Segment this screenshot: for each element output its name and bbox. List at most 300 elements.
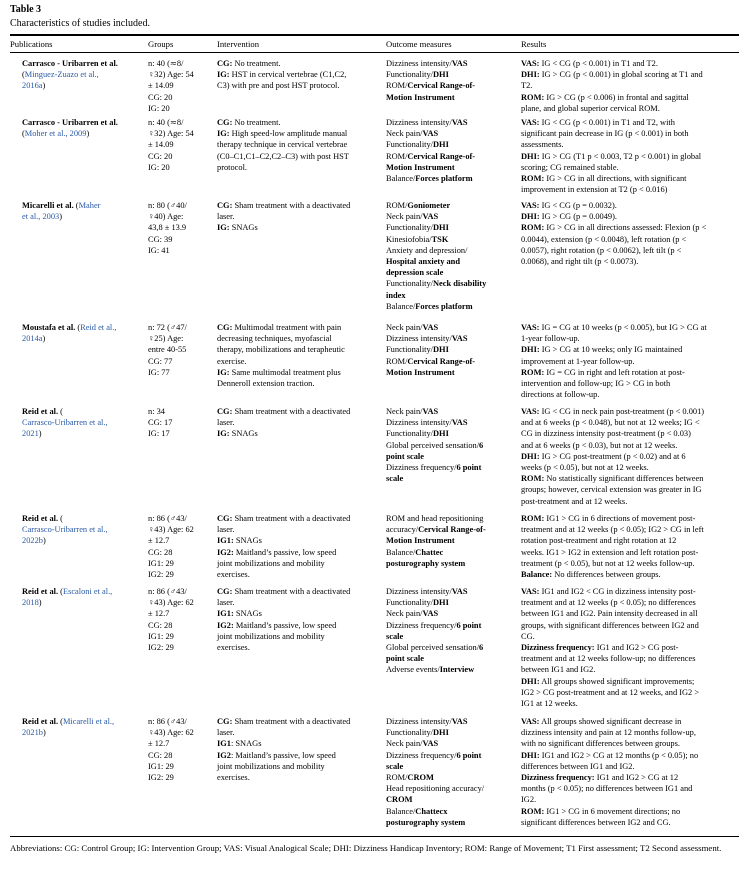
bold-text: Cervical Range-of- bbox=[407, 151, 476, 161]
bold-text: point scale bbox=[386, 654, 424, 664]
bold-text: DHI: bbox=[521, 70, 540, 80]
text-run: IG > CG in all directions assessed: Flexion (p < bbox=[544, 223, 707, 233]
cell-line bbox=[521, 535, 739, 546]
text-run: ROM/ bbox=[386, 772, 408, 782]
text-run: All groups showed significant improvements; bbox=[539, 676, 695, 686]
cell-line bbox=[22, 80, 140, 91]
cell-line: IG1: 29 bbox=[148, 761, 174, 771]
bold-text: Cervical Range-of- bbox=[407, 81, 476, 91]
cell-line bbox=[217, 151, 377, 162]
cell-line: ± 12.7 bbox=[148, 739, 170, 749]
text-run: IG > CG in all directions, with significant bbox=[544, 173, 687, 183]
reference-link[interactable]: Carrasco-Uribarren et al., bbox=[22, 418, 108, 428]
reference-link[interactable]: Micarelli et al., bbox=[62, 717, 115, 726]
cell-line: CG: 28 bbox=[148, 547, 173, 557]
cell-line bbox=[386, 69, 514, 80]
cell-line bbox=[22, 322, 140, 333]
cell-line: ± 14.09 bbox=[148, 81, 174, 91]
cell-line bbox=[521, 750, 739, 761]
bold-text: VAS: bbox=[521, 587, 540, 596]
cell-line bbox=[386, 290, 514, 301]
text-run: ) bbox=[59, 212, 63, 222]
cell-line bbox=[521, 344, 739, 355]
bold-text: 6 point bbox=[456, 750, 482, 760]
text-run: IG > CG post-treatment (p < 0.02) and at 6 bbox=[539, 451, 686, 461]
cell-line: ♀25) Age: bbox=[148, 334, 184, 344]
reference-link[interactable]: Reid et al., bbox=[80, 323, 117, 332]
bold-text: IG2: bbox=[217, 620, 234, 630]
cell-line bbox=[386, 783, 514, 794]
cell-line bbox=[386, 117, 514, 128]
cell-line bbox=[521, 698, 739, 709]
cell-line bbox=[217, 200, 377, 211]
bold-text: DHI: bbox=[521, 676, 540, 686]
cell-line bbox=[22, 428, 140, 439]
cell-line bbox=[386, 653, 514, 664]
cell-line bbox=[521, 597, 739, 608]
cell-line: n: 72 (♂47/ bbox=[148, 323, 187, 332]
text-run: Multimodal treatment with pain bbox=[232, 323, 342, 332]
bold-text: Dizziness frequency: bbox=[521, 772, 595, 782]
results-cell bbox=[521, 716, 739, 828]
cell-line bbox=[521, 139, 739, 150]
text-run: IG1 and IG2 < CG in dizziness intensity post- bbox=[539, 587, 696, 596]
text-run: Sham treatment with a deactivated bbox=[232, 514, 351, 523]
text-run: differences between IG1 and IG2. bbox=[521, 761, 635, 771]
cell-line bbox=[22, 69, 140, 80]
bold-text: 6 bbox=[479, 642, 484, 652]
text-run: joint mobilizations and mobility bbox=[217, 558, 325, 568]
reference-link[interactable]: 2018 bbox=[22, 598, 39, 608]
cell-line: ♀43) Age: 62 bbox=[148, 525, 194, 535]
cell-line: IG: 20 bbox=[148, 103, 170, 113]
bold-text: Reid et al. bbox=[22, 587, 59, 596]
cell-line bbox=[22, 117, 140, 128]
reference-link[interactable]: 2021 bbox=[22, 429, 39, 439]
cell-line bbox=[386, 558, 514, 569]
groups-cell bbox=[148, 716, 210, 783]
cell-line bbox=[521, 428, 739, 439]
bold-text: VAS bbox=[422, 129, 439, 139]
bold-text: VAS bbox=[422, 739, 439, 749]
text-run: treatment and at 12 weeks (p < 0.05); no differences bbox=[521, 598, 696, 608]
text-run: Maitland’s passive, low speed bbox=[233, 620, 337, 630]
cell-line: ♀32) Age: 54 bbox=[148, 129, 194, 139]
text-run: decreasing techniques, myofascial bbox=[217, 334, 332, 344]
text-run: IG > CG (T1 p < 0.003, T2 p < 0.001) in global bbox=[539, 151, 702, 161]
bold-text: 6 point bbox=[456, 462, 482, 472]
cell-line bbox=[521, 716, 739, 727]
text-run: IG = CG at 10 weeks (p < 0.005), but IG > CG at bbox=[539, 323, 707, 332]
text-run: accuracy/ bbox=[386, 525, 419, 535]
bold-text: Hospital anxiety and bbox=[386, 256, 460, 266]
cell-line bbox=[386, 344, 514, 355]
intervention-cell bbox=[217, 716, 377, 783]
text-run: T2. bbox=[521, 81, 533, 91]
cell-line bbox=[521, 322, 739, 333]
cell-line: 43,8 ± 13.9 bbox=[148, 223, 187, 233]
cell-line: CG: 28 bbox=[148, 620, 173, 630]
cell-line bbox=[217, 322, 377, 333]
cell-line bbox=[521, 569, 739, 580]
cell-line bbox=[386, 586, 514, 597]
text-run: weeks. IG1 > IG2 in extension and left rotation post- bbox=[521, 547, 699, 557]
text-run: IG1 > CG in 6 movement directions; no bbox=[544, 806, 681, 816]
text-run: plane, and global superior cervical ROM. bbox=[521, 103, 660, 113]
bold-text: DHI: bbox=[521, 750, 540, 760]
text-run: ) bbox=[42, 728, 46, 738]
cell-line: IG1: 29 bbox=[148, 558, 174, 568]
cell-line bbox=[521, 406, 739, 417]
cell-line: ♀32) Age: 54 bbox=[148, 70, 194, 80]
intervention-cell bbox=[217, 322, 377, 389]
cell-line bbox=[386, 367, 514, 378]
cell-line bbox=[521, 664, 739, 675]
text-run: Functionality/ bbox=[386, 70, 433, 80]
cell-line bbox=[386, 211, 514, 222]
text-run: exercises. bbox=[217, 642, 250, 652]
bold-text: IG1: bbox=[217, 536, 234, 546]
cell-line bbox=[386, 716, 514, 727]
cell-line bbox=[521, 727, 739, 738]
cell-line bbox=[22, 128, 140, 139]
text-run: Dizziness intensity/ bbox=[386, 418, 452, 428]
bold-text: posturography system bbox=[386, 817, 466, 827]
cell-line bbox=[521, 761, 739, 772]
intervention-cell bbox=[217, 406, 377, 440]
text-run: between IG1 and IG2. bbox=[521, 665, 596, 675]
abbreviations-footnote: Abbreviations: CG: Control Group; IG: Intervention Group; VAS: Visual Analogical Scale; DHI: Dizziness Handicap Inventory; ROM: Range of Movement; T1 First assessment; T2 Second assessment. bbox=[10, 843, 722, 853]
bold-text: VAS bbox=[451, 59, 468, 68]
cell-line bbox=[22, 535, 140, 546]
cell-line: n: 86 (♂43/ bbox=[148, 514, 187, 523]
cell-line bbox=[217, 58, 377, 69]
text-run: 0.0057), right rotation (p < 0.0062), left tilt (p < bbox=[521, 245, 682, 255]
cell-line bbox=[217, 716, 377, 727]
text-run: IG > CG at 10 weeks; only IG maintained bbox=[539, 345, 683, 355]
bold-text: scale bbox=[386, 474, 404, 484]
cell-line bbox=[386, 92, 514, 103]
text-run: joint mobilizations and mobility bbox=[217, 761, 325, 771]
groups-cell bbox=[148, 200, 210, 256]
text-run: treatment and at 12 weeks (p < 0.05); IG2 > CG in left bbox=[521, 525, 704, 535]
text-run: scoring; CG remained stable. bbox=[521, 162, 619, 172]
reference-link[interactable]: et al., 2003 bbox=[22, 212, 60, 222]
text-run: No statistically significant differences between bbox=[544, 474, 704, 484]
cell-line bbox=[217, 524, 377, 535]
text-run: treatment (p < 0.05), but not at 12 weeks follow-up. bbox=[521, 558, 695, 568]
cell-line bbox=[521, 184, 739, 195]
cell-line bbox=[521, 69, 739, 80]
header-rule bbox=[10, 52, 739, 53]
bold-text: DHI bbox=[433, 429, 449, 439]
text-run: IG2. bbox=[521, 795, 537, 805]
text-run: (C0–C1,C1–C2,C2–C3) with post HST bbox=[217, 151, 349, 161]
text-run: Neck pain/ bbox=[386, 739, 423, 749]
intervention-cell bbox=[217, 586, 377, 653]
bold-text: 6 bbox=[479, 440, 484, 450]
text-run: Balance/ bbox=[386, 806, 416, 816]
text-run: Balance/ bbox=[386, 547, 416, 557]
bold-text: Forces platform bbox=[415, 173, 473, 183]
text-run: between IG1 and IG2. Pain intensity decreased in all bbox=[521, 609, 698, 619]
cell-line bbox=[22, 417, 140, 428]
text-run: assessments. bbox=[521, 140, 564, 150]
text-run: Neck pain/ bbox=[386, 407, 423, 416]
outcomes-cell bbox=[386, 586, 514, 676]
cell-line: IG: 41 bbox=[148, 245, 170, 255]
cell-line bbox=[217, 69, 377, 80]
text-run: Dizziness intensity/ bbox=[386, 587, 452, 596]
cell-line: n: 86 (♂43/ bbox=[148, 717, 187, 726]
cell-line bbox=[217, 117, 377, 128]
text-run: laser. bbox=[217, 525, 235, 535]
cell-line bbox=[386, 462, 514, 473]
text-run: Functionality/ bbox=[386, 728, 433, 738]
cell-line bbox=[386, 524, 514, 535]
reference-link[interactable]: Maher bbox=[78, 201, 101, 210]
cell-line: n: 40 (≂8/ bbox=[148, 118, 184, 127]
cell-line bbox=[217, 333, 377, 344]
cell-line bbox=[217, 344, 377, 355]
groups-cell bbox=[148, 322, 210, 378]
text-run: Sham treatment with a deactivated bbox=[232, 407, 351, 416]
cell-line bbox=[217, 428, 377, 439]
cell-line: ± 12.7 bbox=[148, 609, 170, 619]
cell-line bbox=[22, 716, 140, 727]
bold-text: CG: bbox=[217, 118, 233, 127]
cell-line bbox=[217, 558, 377, 569]
intervention-cell bbox=[217, 200, 377, 234]
cell-line bbox=[386, 761, 514, 772]
text-run: IG1 and IG2 > CG at 12 months (p < 0.05); no bbox=[539, 750, 699, 760]
text-run: Dizziness frequency/ bbox=[386, 750, 457, 760]
cell-line bbox=[386, 535, 514, 546]
groups-cell bbox=[148, 117, 210, 173]
cell-line bbox=[217, 378, 377, 389]
cell-line bbox=[386, 547, 514, 558]
text-run: Functionality/ bbox=[386, 429, 433, 439]
cell-line bbox=[217, 608, 377, 619]
cell-line: IG: 20 bbox=[148, 162, 170, 172]
bold-text: DHI bbox=[433, 345, 449, 355]
cell-line bbox=[22, 58, 140, 69]
bold-text: Micarelli et al. bbox=[22, 201, 74, 210]
outcomes-cell bbox=[386, 406, 514, 484]
text-run: IG2 > CG post-treatment and at 12 weeks, and IG2 > bbox=[521, 687, 700, 697]
bold-text: Carrasco - Uribarren et al. bbox=[22, 59, 118, 68]
cell-line bbox=[521, 117, 739, 128]
cell-line bbox=[217, 406, 377, 417]
cell-line bbox=[521, 151, 739, 162]
text-run: Neck pain/ bbox=[386, 129, 423, 139]
cell-line bbox=[217, 750, 377, 761]
cell-line bbox=[386, 772, 514, 783]
text-run: SNAGs bbox=[233, 536, 262, 546]
cell-line bbox=[217, 620, 377, 631]
text-run: IG < CG (p < 0.001) in T1 and T2. bbox=[539, 59, 658, 68]
cell-line bbox=[521, 586, 739, 597]
bold-text: IG: bbox=[217, 367, 230, 377]
cell-line bbox=[521, 378, 739, 389]
cell-line: CG: 39 bbox=[148, 234, 173, 244]
bold-text: Reid et al. bbox=[22, 407, 59, 416]
reference-link[interactable]: Minguez-Zuazo et al., bbox=[24, 70, 99, 80]
publication-cell bbox=[22, 406, 140, 440]
text-run: Functionality/ bbox=[386, 598, 433, 608]
text-run: ( bbox=[58, 407, 63, 416]
cell-line: n: 86 (♂43/ bbox=[148, 587, 187, 596]
groups-cell bbox=[148, 513, 210, 580]
bold-text: Carrasco - Uribarren et al. bbox=[22, 118, 118, 127]
table-caption: Characteristics of studies included. bbox=[10, 18, 150, 29]
bold-text: Dizziness frequency: bbox=[521, 642, 595, 652]
text-run: laser. bbox=[217, 418, 235, 428]
bold-text: DHI: bbox=[521, 151, 540, 161]
reference-link[interactable]: Moher et al., 2009 bbox=[24, 129, 87, 139]
text-run: IG = CG in right and left rotation at post- bbox=[544, 367, 685, 377]
bold-text: IG: bbox=[217, 223, 230, 233]
bold-text: CG: bbox=[217, 717, 233, 726]
bold-text: Forces platform bbox=[415, 301, 473, 311]
bold-text: 6 point bbox=[456, 620, 482, 630]
text-run: significant differences between IG2 and CG. bbox=[521, 817, 671, 827]
text-run: Anxiety and depression/ bbox=[386, 245, 468, 255]
text-run: laser. bbox=[217, 212, 235, 222]
cell-line bbox=[386, 750, 514, 761]
cell-line bbox=[386, 817, 514, 828]
text-run: ROM/ bbox=[386, 201, 408, 210]
text-run: Dizziness frequency/ bbox=[386, 620, 457, 630]
cell-line bbox=[521, 58, 739, 69]
text-run: IG1 and IG2 > CG post- bbox=[594, 642, 679, 652]
cell-line bbox=[386, 451, 514, 462]
bold-text: ROM: bbox=[521, 92, 545, 102]
text-run: Adverse events/ bbox=[386, 665, 440, 675]
text-run: Sham treatment with a deactivated bbox=[232, 717, 351, 726]
cell-line bbox=[22, 406, 140, 417]
cell-line bbox=[22, 513, 140, 524]
text-run: ROM/ bbox=[386, 81, 408, 91]
bold-text: posturography system bbox=[386, 558, 466, 568]
cell-line bbox=[217, 586, 377, 597]
bold-text: VAS bbox=[451, 587, 468, 596]
text-run: ( bbox=[58, 587, 63, 596]
bold-text: DHI bbox=[433, 598, 449, 608]
cell-line bbox=[521, 162, 739, 173]
bold-text: Moustafa et al. bbox=[22, 323, 76, 332]
reference-link[interactable]: Carrasco-Uribarren et al., bbox=[22, 525, 108, 535]
text-run: Dizziness intensity/ bbox=[386, 717, 452, 726]
text-run: Dizziness intensity/ bbox=[386, 59, 452, 68]
bold-text: Cervical Range-of- bbox=[407, 356, 476, 366]
cell-line bbox=[521, 473, 739, 484]
text-run: exercises. bbox=[217, 772, 250, 782]
text-run: Neck pain/ bbox=[386, 609, 423, 619]
cell-line bbox=[521, 440, 739, 451]
cell-line bbox=[217, 162, 377, 173]
text-run: ( bbox=[22, 129, 25, 139]
cell-line bbox=[22, 727, 140, 738]
cell-line bbox=[521, 631, 739, 642]
reference-link[interactable]: 2021b bbox=[22, 728, 43, 738]
text-run: post-treatment and at 12 weeks. bbox=[521, 496, 628, 506]
cell-line bbox=[521, 817, 739, 828]
text-run: CG in dizziness intensity post-treatment (p < 0.03) bbox=[521, 429, 691, 439]
cell-line bbox=[386, 597, 514, 608]
cell-line: CG: 28 bbox=[148, 750, 173, 760]
reference-link[interactable]: 2022b bbox=[22, 536, 43, 546]
bold-text: DHI bbox=[433, 223, 449, 233]
cell-line bbox=[521, 356, 739, 367]
bold-text: CG: bbox=[217, 201, 233, 210]
cell-line bbox=[521, 367, 739, 378]
text-run: Same multimodal treatment plus bbox=[229, 367, 341, 377]
text-run: Sham treatment with a deactivated bbox=[232, 201, 351, 210]
bold-text: Motion Instrument bbox=[386, 92, 455, 102]
reference-link[interactable]: Escaloni et al., bbox=[62, 587, 113, 596]
cell-line: IG2: 29 bbox=[148, 772, 174, 782]
results-cell bbox=[521, 406, 739, 507]
bold-text: IG: bbox=[217, 70, 230, 80]
cell-line: IG: 17 bbox=[148, 429, 170, 439]
reference-link[interactable]: 2014a bbox=[22, 334, 43, 344]
text-run: ROM and head repositioning bbox=[386, 514, 484, 523]
intervention-cell bbox=[217, 117, 377, 173]
text-run: SNAGs bbox=[229, 429, 258, 439]
reference-link[interactable]: 2016a bbox=[22, 81, 43, 91]
cell-line: ♀40) Age: bbox=[148, 212, 184, 222]
text-run: ROM/ bbox=[386, 151, 408, 161]
bold-text: IG1 bbox=[217, 739, 231, 749]
cell-line bbox=[386, 58, 514, 69]
cell-line bbox=[217, 772, 377, 783]
results-cell bbox=[521, 586, 739, 709]
bold-text: ROM: bbox=[521, 367, 545, 377]
text-run: therapy, mobilizations and terapheutic bbox=[217, 345, 345, 355]
text-run: No treatment. bbox=[232, 59, 281, 68]
cell-line bbox=[217, 367, 377, 378]
cell-line bbox=[386, 128, 514, 139]
bold-text: IG2 bbox=[217, 750, 231, 760]
text-run: ( bbox=[58, 514, 63, 523]
cell-line bbox=[217, 417, 377, 428]
bold-text: Neck disability bbox=[433, 279, 487, 289]
bold-text: Chattec bbox=[415, 547, 444, 557]
cell-line bbox=[521, 653, 739, 664]
bold-text: VAS bbox=[451, 717, 468, 726]
text-run: IG1 > CG in 6 directions of movement post- bbox=[544, 514, 696, 523]
cell-line bbox=[521, 462, 739, 473]
cell-line bbox=[521, 513, 739, 524]
text-run: ) bbox=[38, 598, 42, 608]
cell-line bbox=[521, 496, 739, 507]
cell-line bbox=[386, 200, 514, 211]
cell-line bbox=[521, 484, 739, 495]
cell-line bbox=[521, 738, 739, 749]
text-run: Functionality/ bbox=[386, 140, 433, 150]
text-run: All groups showed significant decrease in bbox=[539, 717, 682, 726]
text-run: ROM/ bbox=[386, 356, 408, 366]
text-run: Dizziness frequency/ bbox=[386, 462, 457, 472]
cell-line bbox=[22, 333, 140, 344]
text-run: : SNAGs bbox=[230, 739, 262, 749]
text-run: improvement in extension at T2 (p < 0.016) bbox=[521, 185, 668, 195]
bold-text: ROM: bbox=[521, 474, 545, 484]
cell-line bbox=[521, 451, 739, 462]
header-results: Results bbox=[521, 39, 547, 49]
cell-line bbox=[386, 513, 514, 524]
